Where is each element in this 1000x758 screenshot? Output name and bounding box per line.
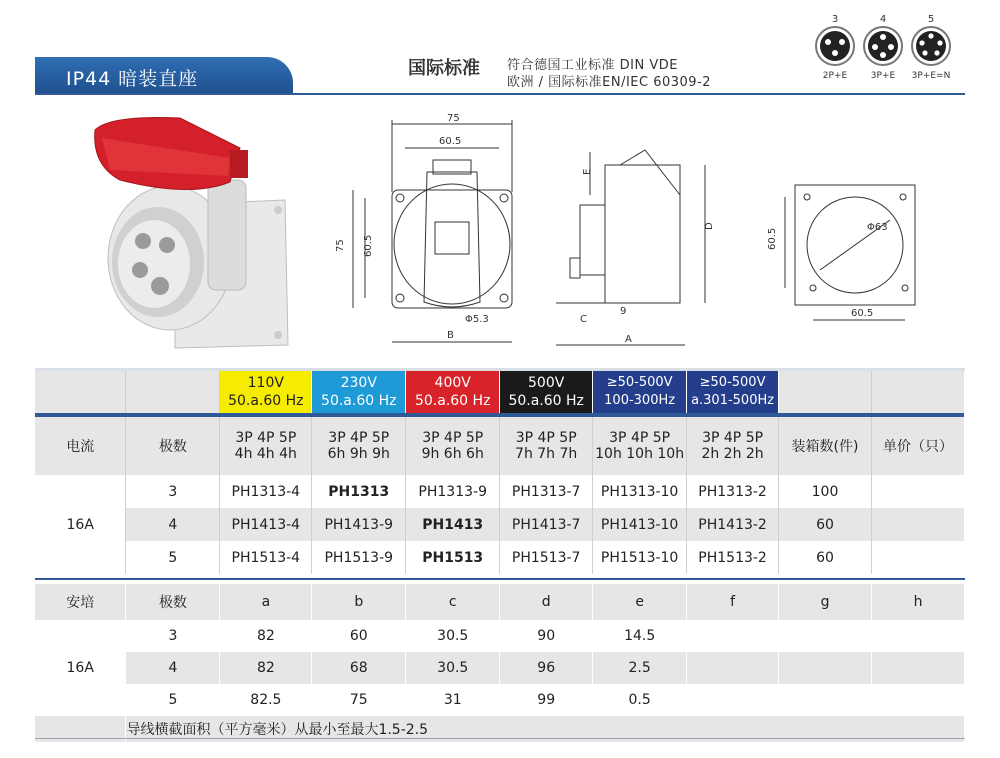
col-unit-price: 单价（只） — [871, 417, 964, 475]
col-poles: 极数 — [126, 417, 220, 475]
blank-cell — [35, 371, 126, 413]
dim-cell: 2.5 — [593, 652, 687, 684]
blank-cell — [871, 371, 964, 413]
dim-cell — [687, 620, 779, 652]
voltage-110: 110V 50.a.60 Hz — [220, 371, 312, 413]
pin-count: 4 — [879, 14, 887, 25]
pole-col-1: 3P 4P 5P 4h 4h 4h — [220, 417, 312, 475]
code-cell: PH1313 — [312, 475, 406, 508]
code-cell: PH1413-4 — [220, 508, 312, 541]
table-row — [35, 652, 965, 684]
dim-75-left: 75 — [335, 239, 346, 252]
col-ampere: 安培 — [35, 584, 126, 620]
code-cell: PH1413-10 — [593, 508, 687, 541]
pin-caption: 2P+E — [822, 71, 848, 81]
dim-cell — [687, 652, 779, 684]
dim-dia: Φ63 — [867, 222, 888, 233]
dim-hole: Φ5.3 — [465, 314, 489, 325]
price-cell — [871, 475, 964, 508]
dim-cell: 99 — [500, 684, 593, 716]
qty-cell: 60 — [779, 541, 872, 574]
poles-cell: 3 — [126, 620, 220, 652]
dim-cell: 30.5 — [406, 620, 500, 652]
poles-cell: 4 — [126, 652, 220, 684]
col-h: h — [872, 584, 965, 620]
current-cell: 16A — [35, 475, 126, 574]
pin-config-4 — [862, 14, 904, 81]
dim-60-bottom: 60.5 — [851, 308, 874, 319]
dim-cell: 82 — [220, 620, 312, 652]
dim-9: 9 — [620, 306, 627, 317]
dim-cell — [872, 652, 965, 684]
dim-cell: 68 — [312, 652, 406, 684]
side-view-drawing — [550, 140, 730, 350]
pin-count: 5 — [927, 14, 935, 25]
dim-cell: 96 — [500, 652, 593, 684]
standard-line-2: 欧洲 / 国际标准EN/IEC 60309-2 — [507, 75, 712, 90]
dim-cell — [779, 652, 872, 684]
table-1-header-row — [35, 417, 965, 475]
code-cell: PH1313-7 — [500, 475, 593, 508]
table-row — [35, 684, 965, 716]
dim-cell: 90 — [500, 620, 593, 652]
bottom-rule — [35, 738, 965, 739]
price-cell — [871, 541, 964, 574]
code-cell: PH1513-9 — [312, 541, 406, 574]
col-e: e — [593, 584, 687, 620]
dim-75-top: 75 — [447, 113, 460, 124]
pin-count: 3 — [831, 14, 839, 25]
dimension-table — [35, 584, 965, 742]
col-f: f — [687, 584, 779, 620]
front-view-drawing — [335, 112, 535, 352]
dim-cell: 82 — [220, 652, 312, 684]
model-table — [35, 371, 965, 574]
col-box-qty: 装箱数(件) — [779, 417, 872, 475]
code-cell: PH1313-4 — [220, 475, 312, 508]
standard-label: 国际标准 — [408, 58, 480, 79]
dim-cell — [872, 684, 965, 716]
dim-cell: 30.5 — [406, 652, 500, 684]
code-cell: PH1413-2 — [687, 508, 779, 541]
table-2-top-rule — [35, 578, 965, 580]
dim-60-left: 60.5 — [767, 227, 778, 250]
table-row — [35, 475, 965, 508]
col-d: d — [500, 584, 593, 620]
voltage-400: 400V 50.a.60 Hz — [406, 371, 500, 413]
dim-c: C — [580, 314, 587, 325]
col-a: a — [220, 584, 312, 620]
pole-col-6: 3P 4P 5P 2h 2h 2h — [687, 417, 779, 475]
code-cell: PH1413-7 — [500, 508, 593, 541]
code-cell: PH1513-4 — [220, 541, 312, 574]
dim-b: B — [447, 330, 454, 341]
page-title: IP44 暗装直座 — [66, 68, 199, 90]
dim-cell: 0.5 — [593, 684, 687, 716]
current-cell: 16A — [35, 620, 126, 716]
dim-cell — [687, 684, 779, 716]
col-c: c — [406, 584, 500, 620]
qty-cell: 100 — [779, 475, 872, 508]
product-photo — [80, 110, 295, 355]
poles-cell: 5 — [126, 684, 220, 716]
pin-config-3 — [814, 14, 856, 81]
voltage-50-500-a: ≥50-500V 100-300Hz — [593, 371, 687, 413]
voltage-row — [35, 371, 965, 413]
dim-d: D — [704, 222, 715, 230]
blank-cell — [126, 371, 220, 413]
dim-cell — [779, 684, 872, 716]
socket-3-pin-icon — [814, 25, 856, 67]
poles-cell: 4 — [126, 508, 220, 541]
pin-config-5 — [910, 14, 952, 81]
table-2-header-row — [35, 584, 965, 620]
code-cell: PH1413 — [406, 508, 500, 541]
voltage-230: 230V 50.a.60 Hz — [312, 371, 406, 413]
dim-cell: 31 — [406, 684, 500, 716]
pole-col-5: 3P 4P 5P 10h 10h 10h — [593, 417, 687, 475]
pole-col-3: 3P 4P 5P 9h 6h 6h — [406, 417, 500, 475]
code-cell: PH1313-9 — [406, 475, 500, 508]
price-cell — [871, 508, 964, 541]
code-cell: PH1513-10 — [593, 541, 687, 574]
pole-col-4: 3P 4P 5P 7h 7h 7h — [500, 417, 593, 475]
code-cell: PH1413-9 — [312, 508, 406, 541]
wire-cross-section-note: 导线横截面积（平方毫米）从最小至最大1.5-2.5 — [126, 716, 965, 742]
socket-5-pin-icon — [910, 25, 952, 67]
code-cell: PH1513-2 — [687, 541, 779, 574]
pole-col-2: 3P 4P 5P 6h 9h 9h — [312, 417, 406, 475]
voltage-500: 500V 50.a.60 Hz — [500, 371, 593, 413]
standard-line-1: 符合德国工业标准 DIN VDE — [507, 58, 678, 73]
back-view-drawing — [755, 180, 935, 330]
col-poles: 极数 — [126, 584, 220, 620]
voltage-50-500-b: ≥50-500V a.301-500Hz — [687, 371, 779, 413]
qty-cell: 60 — [779, 508, 872, 541]
dim-60-top: 60.5 — [439, 136, 462, 147]
dim-60-left: 60.5 — [363, 234, 374, 257]
col-g: g — [779, 584, 872, 620]
dim-a: A — [625, 334, 632, 345]
pin-caption: 3P+E=N — [911, 71, 951, 81]
blank-cell — [779, 371, 872, 413]
dim-cell — [872, 620, 965, 652]
table-row — [35, 508, 965, 541]
pin-caption: 3P+E — [870, 71, 896, 81]
code-cell: PH1313-10 — [593, 475, 687, 508]
poles-cell: 5 — [126, 541, 220, 574]
dim-cell: 75 — [312, 684, 406, 716]
poles-cell: 3 — [126, 475, 220, 508]
table-row — [35, 541, 965, 574]
dim-cell — [779, 620, 872, 652]
header-divider — [35, 93, 965, 95]
col-b: b — [312, 584, 406, 620]
socket-4-pin-icon — [862, 25, 904, 67]
dim-cell: 82.5 — [220, 684, 312, 716]
code-cell: PH1513-7 — [500, 541, 593, 574]
dim-cell: 14.5 — [593, 620, 687, 652]
dim-e: E — [582, 168, 593, 175]
table-row — [35, 620, 965, 652]
code-cell: PH1513 — [406, 541, 500, 574]
code-cell: PH1313-2 — [687, 475, 779, 508]
dim-cell: 60 — [312, 620, 406, 652]
col-current: 电流 — [35, 417, 126, 475]
